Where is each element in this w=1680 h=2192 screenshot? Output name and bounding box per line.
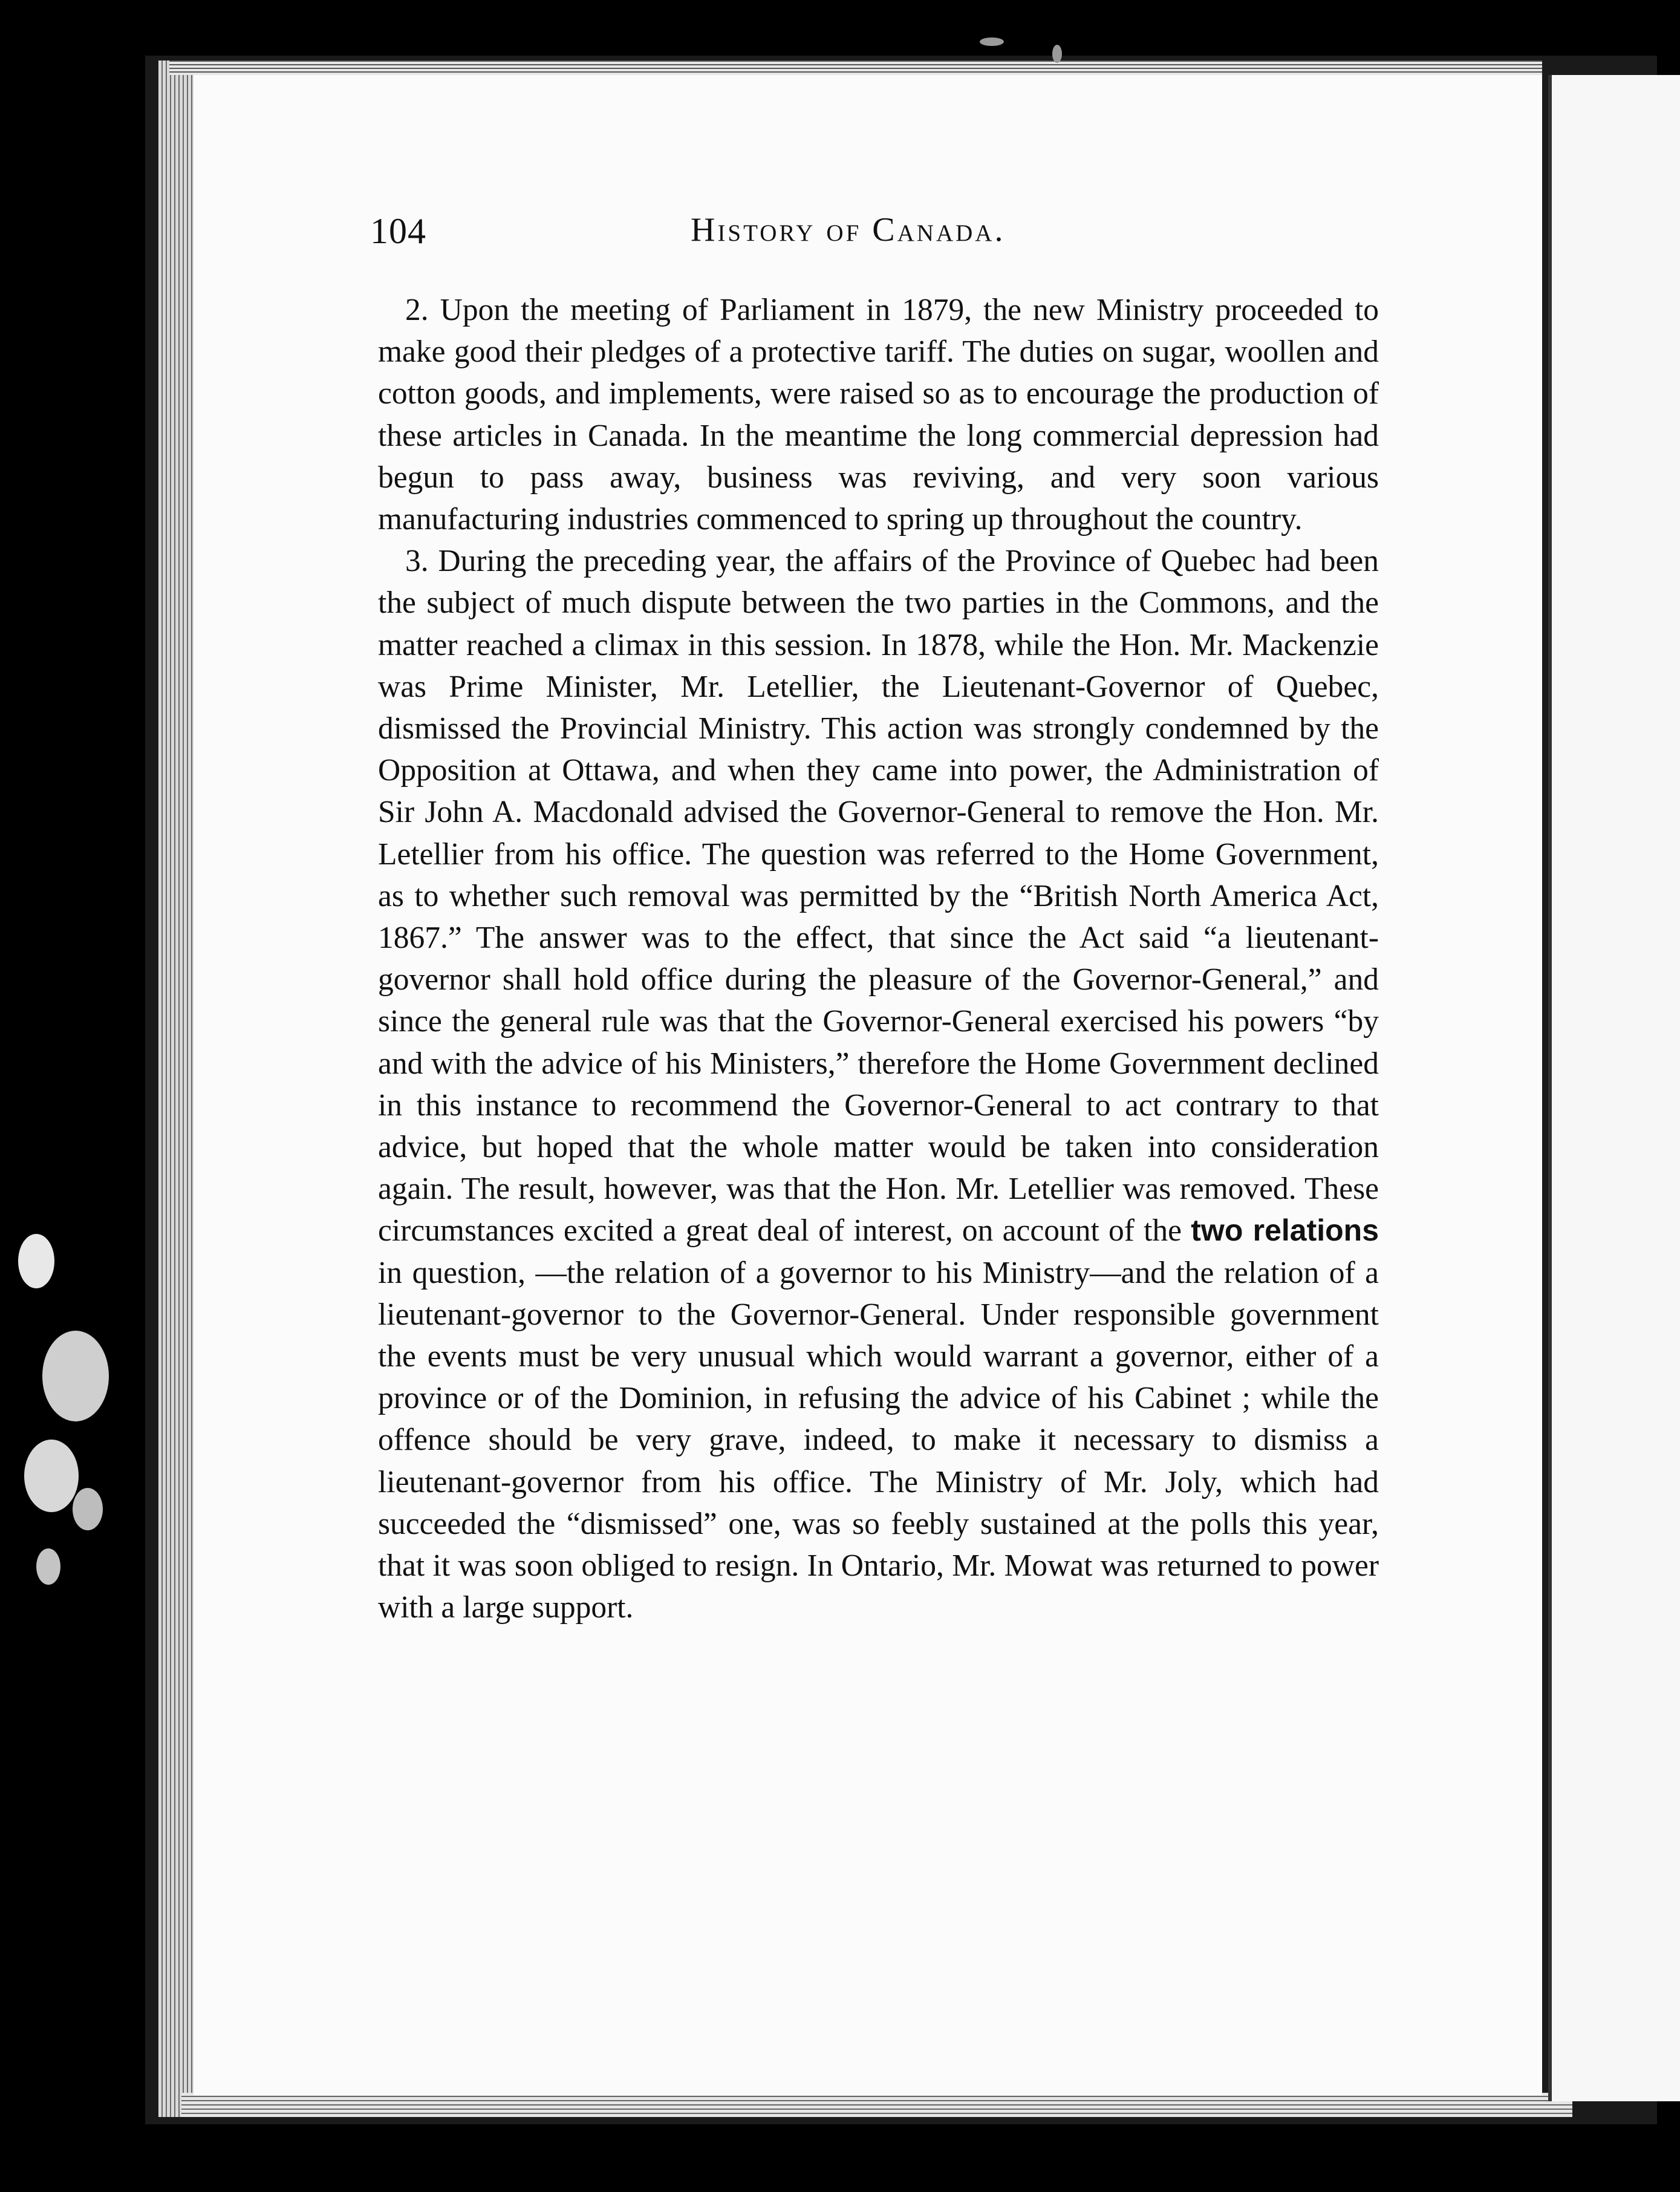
paragraph-number: 3. [405,544,429,579]
paragraph-text: During the preceding year, the affairs of the Province of Quebec had been the subject of much dispute between the two parties in the Commons, and the matter reached a climax in this session. In 1878, while the Hon. Mr. Mackenzie was Prime Minister, Mr. Letellier, the Lieutenant-Governor of Quebec, dismissed the Provincial Ministry. This action was strongly condemned by the Opposition at Ottawa, and when they came into power, the Administration of Sir John A. Macdonald advised the Governor-General to remove the Hon. Mr. Letellier from his office. The question was referred to the Home Government, as to whether such removal was permitted by the “British North America Act, 1867.” The answer was to the effect, that since the Act said “a lieutenant-governor shall hold office during the pleasure of the Governor-General,” and since the general rule was that the Governor-General exercised his powers “by and with the advice of his Ministers,” therefore the Home Government declined in this instance to recommend the Governor-General to act contrary to that advice, but hoped that the whole matter would be taken into consideration again. The result, however, was that the Hon. Mr. Letellier was removed. These circumstances excited a great deal of interest, on account of the [378,544,1379,1248]
scan-speck [980,38,1004,46]
running-title: History of Canada. [691,211,1006,249]
page-number: 104 [370,211,426,251]
page-stack-bottom-edge [181,2093,1572,2117]
paragraph-3 [378,540,1379,1628]
paragraph-2 [378,289,1379,540]
paragraph-number: 2. [405,293,429,327]
scan-speck [36,1548,60,1585]
page-header [370,210,1410,265]
scan-speck [1052,45,1062,63]
bold-phrase: two relations [1191,1213,1379,1248]
facing-page-edge [1548,75,1680,2101]
page-body [378,289,1379,1629]
paragraph-text-continued: in question, —the relation of a governor to his Ministry—and the relation of a lieutenant-governor to the Governor-General. Under responsible government the events must be very unusual which would warrant a governor, either of a province or of the Dominion, in refusing the advice of his Cabinet ; while the offence should be very grave, indeed, to make it necessary to dismiss a lieutenant-governor from his office. The Ministry of Mr. Joly, which had succeeded the “dismissed” one, was so feebly sustained at the polls this year, that it was soon obliged to resign. In Ontario, Mr. Mowat was returned to power with a large support. [378,1255,1379,1625]
page-stack-top-edge [169,60,1542,75]
scan-speck [42,1331,109,1421]
scan-speck [24,1440,79,1512]
scan-speck [73,1488,103,1530]
page-stack-left-edge [158,60,197,2117]
scan-speck [18,1234,54,1288]
paragraph-text: Upon the meeting of Parliament in 1879, the new Ministry proceeded to make good their pledges of a protective tariff. The duties on sugar, woollen and cotton goods, and implements, were raised so as to encourage the production of these articles in Canada. In the meantime the long commercial depression had begun to pass away, business was reviving, and very soon various manufacturing industries commenced to spring up throughout the country. [378,293,1379,537]
